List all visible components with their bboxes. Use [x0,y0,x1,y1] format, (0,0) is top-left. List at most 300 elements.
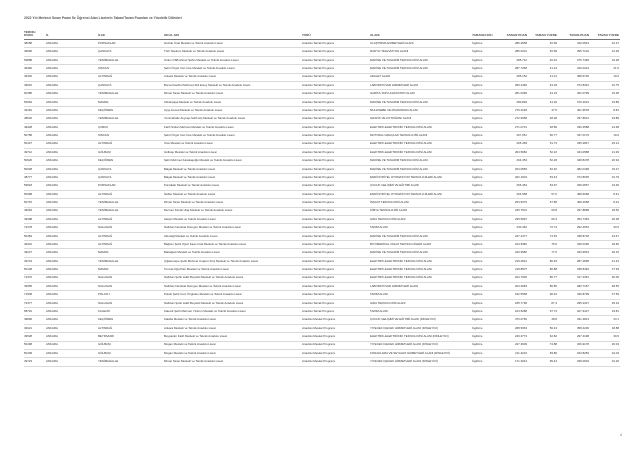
cell-max-score: 339.0604 [558,358,590,366]
table-row [24,90,620,98]
cell-school: Abidinpaşa Mesleki ve Teknik Anadolu Lisesi [164,98,302,106]
cell-code: 49528 [24,333,46,341]
cell-min-score: 224.5382 [498,241,528,249]
cell-min-percent: 75.6 [528,241,558,249]
table-row [24,324,620,332]
column-header-code: TERCİH KODU [24,27,46,40]
cell-school: Ayşe Kemal Mesleki ve Teknik Anadolu Lisesi [164,107,302,115]
cell-max-score: 375.7448 [558,56,590,64]
cell-district: ALTINDAĞ [98,324,164,332]
cell-city: ANKARA [46,157,98,165]
cell-city: ANKARA [46,257,98,265]
cell-district: BEYPAZARI [98,333,164,341]
cell-max-score: 336.4588 [558,123,590,131]
cell-school: Balgat Mesleki ve Teknik Anadolu Lisesi [164,174,302,182]
cell-city: ANKARA [46,140,98,148]
cell-min-percent: 86.77 [528,274,558,282]
cell-min-score: 185.7738 [498,299,528,307]
cell-school: Nallıhan Şehit Hulki Beyoklü Mesleki ve Teknik Anadolu Lisesi [164,299,302,307]
cell-city: ANKARA [46,333,98,341]
table-row [24,40,620,48]
cell-district: ÇANKAYA [98,174,164,182]
cell-max-percent: 19.6 [590,132,620,140]
cell-city: ANKARA [46,266,98,274]
table-row [24,56,620,64]
table-row [24,73,620,81]
cell-district: YENİMAHALLE [98,257,164,265]
cell-min-score: 376.0766 [498,316,528,324]
cell-district: NALLIHAN [98,282,164,290]
cell-language: İngilizce [472,249,498,257]
table-row [24,165,620,173]
cell-language: İngilizce [472,358,498,366]
cell-field: RADYO-TELEVİZYON ALANI [370,48,472,56]
cell-city: ANKARA [46,148,98,156]
cell-code: 49331 [24,241,46,249]
cell-code: 48532 [24,115,46,123]
cell-school: Ankara Mesleki ve Teknik Anadolu Lisesi [164,73,302,81]
cell-min-score: 218.8507 [498,266,528,274]
cell-school: Kalaba Mesleki ve Teknik Anadolu Lisesi [164,316,302,324]
cell-code: 48258 [24,40,46,48]
cell-min-percent: 60.8 [528,207,558,215]
cell-max-percent: 24.68 [590,123,620,131]
cell-school: Pursaklar Mesleki ve Teknik Anadolu Lisesi [164,182,302,190]
cell-district: YENİMAHALLE [98,207,164,215]
cell-field: ELEKTRİK-ELEKTRONİK TEKNOLOJİSİ ALANI [370,140,472,148]
table-row [24,266,620,274]
cell-type: Anadolu Teknik Programı [302,282,370,290]
cell-max-percent: 16.26 [590,358,620,366]
cell-min-score: 264.5682 [498,148,528,156]
cell-min-score: 285.712 [498,56,528,64]
column-header-district: İLÇE [98,27,164,40]
table-row [24,241,620,249]
cell-max-percent: 8.81 [590,107,620,115]
cell-min-percent: 52.16 [528,148,558,156]
cell-language: İngilizce [472,165,498,173]
cell-city: ANKARA [46,308,98,316]
cell-school: Mimar Sinan Mesleki ve Teknik Anadolu Lisesi [164,358,302,366]
cell-city: ANKARA [46,107,98,115]
cell-max-percent: 20.28 [590,215,620,223]
cell-max-score: 335.2847 [558,140,590,148]
cell-type: Anadolu Meslek Programı [302,316,370,324]
column-header-min-score: TABAN PUAN [498,27,528,40]
cell-school: Altındağ Mesleki ve Teknik Anadolu Lisesi [164,232,302,240]
cell-district: KEÇİÖREN [98,107,164,115]
cell-max-percent: 35.34 [590,299,620,307]
cell-max-score: 297.4198 [558,333,590,341]
cell-language: İngilizce [472,316,498,324]
cell-language: İngilizce [472,282,498,290]
cell-type: Anadolu Teknik Programı [302,207,370,215]
cell-city: ANKARA [46,358,98,366]
cell-code: 50715 [24,199,46,207]
table-row [24,115,620,123]
cell-min-percent: 90.42 [528,291,558,299]
cell-city: ANKARA [46,65,98,73]
cell-type: Anadolu Teknik Programı [302,65,370,73]
table-row [24,199,620,207]
cell-district: YENİMAHALLE [98,115,164,123]
cell-district: YENİMAHALLE [98,90,164,98]
cell-min-score: 245.7501 [498,207,528,215]
page-number: 4 [620,433,622,437]
cell-school: Tuncalı Oğuzhan Mesleki ve Teknik Anadolu Lisesi [164,266,302,274]
cell-min-percent: 72.73 [528,224,558,232]
cell-code: 49355 [24,282,46,290]
cell-min-percent: 40.91 [528,56,558,64]
cell-city: ANKARA [46,299,98,307]
cell-field: MAKİNE VE TASARIM TEKNOLOJİSİ ALANI [370,65,472,73]
cell-school: Kalecik Şehit Mehmet Yıldırım Mesleki ve Teknik Anadolu Lisesi [164,308,302,316]
cell-min-score: 230.462 [498,224,528,232]
cell-language: İngilizce [472,257,498,265]
cell-type: Anadolu Teknik Programı [302,123,370,131]
cell-type: Anadolu Teknik Programı [302,190,370,198]
document-title: 2022 Yılı Merkezi Sınav Puanı İle Öğrenci Alan Liselerin Taban/Tavan Puanları ve Yüzdelik Dilimleri [24,16,182,20]
cell-code: 50484 [24,232,46,240]
cell-language: İngilizce [472,65,498,73]
cell-max-score: 344.0588 [558,148,590,156]
cell-max-percent: 19.6 [590,73,620,81]
cell-code: 59918 [24,182,46,190]
cell-min-score: 264.0556 [498,165,528,173]
cell-code: 58791 [24,308,46,316]
cell-type: Anadolu Teknik Programı [302,182,370,190]
table-row [24,182,620,190]
cell-min-score: 286.0201 [498,48,528,56]
cell-language: İngilizce [472,333,498,341]
cell-max-percent: 21.5 [590,65,620,73]
cell-code: 60485 [24,90,46,98]
column-header-max-percent: TAVAN YÜZDE [590,27,620,40]
cell-code: 49321 [24,324,46,332]
table-row [24,107,620,115]
cell-school: Nallıhan Şehit Hulki Beyoklü Mesleki ve Teknik Anadolu Lisesi [164,274,302,282]
cell-min-score: 227.3609 [498,341,528,349]
cell-language: İngilizce [472,349,498,357]
cell-district: MAMAK [98,98,164,106]
cell-city: ANKARA [46,224,98,232]
table-row [24,333,620,341]
cell-district: MAMAK [98,266,164,274]
cell-min-score: 171.3044 [498,358,528,366]
cell-type: Anadolu Teknik Programı [302,56,370,64]
cell-min-score: 164.5288 [498,308,528,316]
cell-field: ELEKTRİK-ELEKTRONİK TEKNOLOJİSİ ALANI [370,274,472,282]
cell-city: ANKARA [46,241,98,249]
cell-type: Anadolu Teknik Programı [302,115,370,123]
cell-code: 72377 [24,299,46,307]
table-row [24,232,620,240]
cell-school: Şehit Mehmet Karakaşoğlu Mesleki ve Teknik Anadolu Lisesi [164,157,302,165]
cell-type: Anadolu Meslek Programı [302,341,370,349]
cell-type: Anadolu Teknik Programı [302,132,370,140]
cell-type: Anadolu Teknik Programı [302,165,370,173]
cell-school: Nallıhan Nezahat Dumgen Mesleki ve Teknik Anadolu Lisesi [164,282,302,290]
cell-type: Anadolu Teknik Programı [302,299,370,307]
cell-language: İngilizce [472,148,498,156]
cell-min-score: 256.454 [498,182,528,190]
table-row [24,123,620,131]
cell-code: 49516 [24,81,46,89]
cell-field: ENDÜSTRİYEL OTOMASYON TEKNOLOJİLERİ ALANI [370,190,472,198]
table-row [24,291,620,299]
cell-city: ANKARA [46,40,98,48]
cell-code: 49328 [24,123,46,131]
table-row [24,316,620,324]
cell-district: NALLIHAN [98,224,164,232]
cell-district: ÇANKAYA [98,48,164,56]
cell-district: KALECİK [98,308,164,316]
cell-max-percent: 26.15 [590,249,620,257]
cell-min-percent: 66.3 [528,215,558,223]
cell-min-score: 227.4477 [498,232,528,240]
cell-code: 50427 [24,140,46,148]
cell-field: ELEKTRİK-ELEKTRONİK TEKNOLOJİSİ ALANI (DİNLEYİCİ) [370,333,472,341]
cell-code: 49460 [24,65,46,73]
table-row [24,257,620,265]
cell-city: ANKARA [46,182,98,190]
cell-max-score: 338.8718 [558,232,590,240]
cell-school: İskitler Mesleki ve Teknik Anadolu Lisesi [164,190,302,198]
cell-city: ANKARA [46,115,98,123]
cell-max-score: 337.8601 [558,115,590,123]
cell-type: Anadolu Teknik Programı [302,199,370,207]
cell-code: 49402 [24,73,46,81]
cell-min-percent: 44.19 [528,90,558,98]
cell-city: ANKARA [46,123,98,131]
cell-code: 49712 [24,148,46,156]
cell-field: MAKİNE VE TASARIM TEKNOLOJİSİ ALANI [370,165,472,173]
cell-type: Anadolu Meslek Programı [302,333,370,341]
cell-field: YİYECEK İÇECEK HİZMETLERİ ALANI (DİNLEYİCİ) [370,341,472,349]
cell-max-percent: 16.28 [590,56,620,64]
cell-language: İngilizce [472,207,498,215]
cell-min-percent: 50.77 [528,132,558,140]
cell-city: ANKARA [46,249,98,257]
cell-language: İngilizce [472,224,498,232]
cell-min-percent: 80.88 [528,266,558,274]
cell-district: YENİMAHALLE [98,358,164,366]
table-row [24,341,620,349]
cell-field: MAKİNE VE TASARIM TEKNOLOJİSİ ALANI [370,98,472,106]
column-header-min-percent: TABAN YÜZDE [528,27,558,40]
cell-language: İngilizce [472,266,498,274]
cell-school: Gölbaşı Mesleki ve Teknik Anadolu Lisesi [164,148,302,156]
cell-max-percent: 20.94 [590,157,620,165]
cell-district: SİNCAN [98,65,164,73]
cell-city: ANKARA [46,207,98,215]
cell-school: Balgat Mesleki ve Teknik Anadolu Lisesi [164,165,302,173]
cell-min-percent: 50.43 [528,324,558,332]
cell-type: Anadolu Teknik Programı [302,249,370,257]
cell-language: İngilizce [472,81,498,89]
table-row [24,48,620,56]
cell-field: ULAŞTIRMA HİZMETLERİ ALANI [370,40,472,48]
cell-max-percent: 16.79 [590,174,620,182]
cell-school: Fatih Sultan Mehmet Mesleki ve Teknik Anadolu Lisesi [164,123,302,131]
cell-field: YİYECEK İÇECEK HİZMETLERİ ALANI (DİNLEYİCİ) [370,324,472,332]
cell-field: ÇOCUK GELİŞİMİ VE EĞİTİMİ ALANI (DİNLEYİCİ) [370,316,472,324]
cell-max-percent: 15.89 [590,98,620,106]
cell-min-score: 286.2658 [498,40,528,48]
cell-min-score: 283.2466 [498,81,528,89]
cell-min-percent: 83.86 [528,349,558,357]
table-row [24,132,620,140]
cell-max-score: 401.6578 [558,107,590,115]
cell-type: Anadolu Meslek Programı [302,324,370,332]
cell-max-score: 337.8898 [558,207,590,215]
cell-city: ANKARA [46,274,98,282]
cell-school: Çiğdemtepe Şehit Mehmet Coşkun Kılıç Mesleki ve Teknik Anadolu Lisesi [164,257,302,265]
cell-language: İngilizce [472,190,498,198]
cell-city: ANKARA [46,81,98,89]
cell-min-score: 285.154 [498,73,528,81]
cell-field: ELEKTRİK-ELEKTRONİK TEKNOLOJİSİ ALANI [370,257,472,265]
cell-min-percent: 48.89 [528,123,558,131]
cell-field: KİMYA TEKNOLOJİSİ ALANI [370,207,472,215]
cell-type: Anadolu Teknik Programı [302,224,370,232]
cell-max-percent: 25.14 [590,140,620,148]
cell-type: Anadolu Teknik Programı [302,241,370,249]
column-header-city: İL [46,27,98,40]
cell-code: 72376 [24,274,46,282]
cell-district: NALLIHAN [98,274,164,282]
cell-school: Türk Telekom Mesleki ve Teknik Anadolu Lisesi [164,48,302,56]
cell-min-score: 249.3773 [498,333,528,341]
cell-min-percent: 43.18 [528,81,558,89]
cell-city: ANKARA [46,341,98,349]
cell-code: 49690 [24,48,46,56]
cell-school: Mimar Sinan Mesleki ve Teknik Anadolu Lisesi [164,199,302,207]
cell-type: Anadolu Teknik Programı [302,73,370,81]
cell-field: MAKİNE VE TASARIM TEKNOLOJİSİ ALANI [370,232,472,240]
cell-max-score: 336.0180 [558,241,590,249]
cell-min-score: 264.453 [498,157,528,165]
cell-max-score: 338.8494 [558,266,590,274]
cell-field: LABORATUVAR HİZMETLERİ ALANI [370,282,472,290]
cell-district: ALTINDAĞ [98,215,164,223]
cell-city: ANKARA [46,48,98,56]
cell-school: Borsa İstanbul Mehmet Akif Ersoy Mesleki ve Teknik Anadolu Lisesi [164,81,302,89]
cell-language: İngilizce [472,157,498,165]
cell-max-percent: 27.93 [590,266,620,274]
cell-language: İngilizce [472,241,498,249]
cell-city: ANKARA [46,98,98,106]
cell-city: ANKARA [46,316,98,324]
table-row [24,174,620,182]
cell-code: 49896 [24,316,46,324]
cell-field: LABORATUVAR HİZMETLERİ ALANI [370,81,472,89]
cell-city: ANKARA [46,324,98,332]
cell-max-percent: 8.61 [590,190,620,198]
cell-city: ANKARA [46,174,98,182]
table-row [24,81,620,89]
cell-field: ADALET ALANI [370,73,472,81]
cell-field: MUHASEBE VE FİNANSMAN ALANI [370,107,472,115]
cell-max-score: 327.9427 [558,308,590,316]
cell-district: NALLIHAN [98,299,164,307]
table-row [24,299,620,307]
cell-district: ALTINDAĞ [98,190,164,198]
cell-type: Anadolu Teknik Programı [302,291,370,299]
cell-max-score: 358.6736 [558,73,590,81]
cell-max-percent: 18.82 [590,241,620,249]
cell-max-score: 280.7187 [558,282,590,290]
cell-district: GÖLBAŞI [98,349,164,357]
cell-type: Anadolu Meslek Programı [302,349,370,357]
cell-min-percent: 77.6 [528,249,558,257]
cell-field: ÇOCUK GELİŞİMİ VE EĞİTİMİ ALANI [370,182,472,190]
cell-district: GÖLBAŞI [98,148,164,156]
table-row [24,157,620,165]
cell-code: 49247 [24,249,46,257]
cell-type: Anadolu Teknik Programı [302,148,370,156]
cell-code: 49181 [24,107,46,115]
cell-type: Anadolu Teknik Programı [302,257,370,265]
cell-max-percent: 18.52 [590,207,620,215]
cell-min-percent: 80.49 [528,257,558,265]
cell-min-score: 280.829 [498,98,528,106]
cell-max-score: 346.0223 [558,65,590,73]
cell-city: ANKARA [46,90,98,98]
column-header-type: TÜRÜ [302,27,370,40]
table-row [24,224,620,232]
cell-city: ANKARA [46,232,98,240]
cell-school: Şehit Özgür Can İnce Mesleki ve Teknik Anadolu Lisesi [164,132,302,140]
cell-min-percent: 41.01 [528,73,558,81]
cell-code: 50408 [24,341,46,349]
cell-school: Ankara Mesleki ve Teknik Anadolu Lisesi [164,324,302,332]
cell-max-score: 343.8283 [558,349,590,357]
cell-max-percent: 8.31 [590,199,620,207]
table-row [24,308,620,316]
cell-max-score: 348.8478 [558,157,590,165]
cell-min-percent: 57.6 [528,190,558,198]
cell-max-percent: 22.03 [590,349,620,357]
cell-code: 49398 [24,215,46,223]
cell-max-score: 340.0543 [558,40,590,48]
cell-language: İngilizce [472,308,498,316]
cell-language: İngilizce [472,215,498,223]
cell-min-percent: 62.82 [528,333,558,341]
table-row [24,349,620,357]
cell-type: Anadolu Teknik Programı [302,274,370,282]
cell-language: İngilizce [472,56,498,64]
cell-min-percent: 52.28 [528,157,558,165]
cell-field: TARIM ALANI [370,308,472,316]
cell-max-score: 287.2838 [558,257,590,265]
cell-school: Şehit Özgür Can İnce Mesleki ve Teknik Anadolu Lisesi [164,65,302,73]
cell-max-percent: 26.03 [590,341,620,349]
cell-code: 71948 [24,291,46,299]
cell-min-score: 272.9058 [498,115,528,123]
cell-school: Ostim OSB Ahmet Şahin Mesleki ve Teknik Anadolu Lisesi [164,56,302,64]
cell-field: GRAFİK VE FOTOĞRAF ALANI [370,115,472,123]
cell-school: Beypazarı Fatih Mesleki ve Teknik Anadolu Lisesi [164,333,302,341]
cell-district: ÇANKAYA [98,81,164,89]
table-row [24,358,620,366]
cell-min-percent: 87.4 [528,299,558,307]
cell-city: ANKARA [46,165,98,173]
cell-district: ALTINDAĞ [98,241,164,249]
cell-code: 50688 [24,190,46,198]
cell-min-score: 265.459 [498,140,528,148]
cell-field: TARIM ALANI [370,224,472,232]
